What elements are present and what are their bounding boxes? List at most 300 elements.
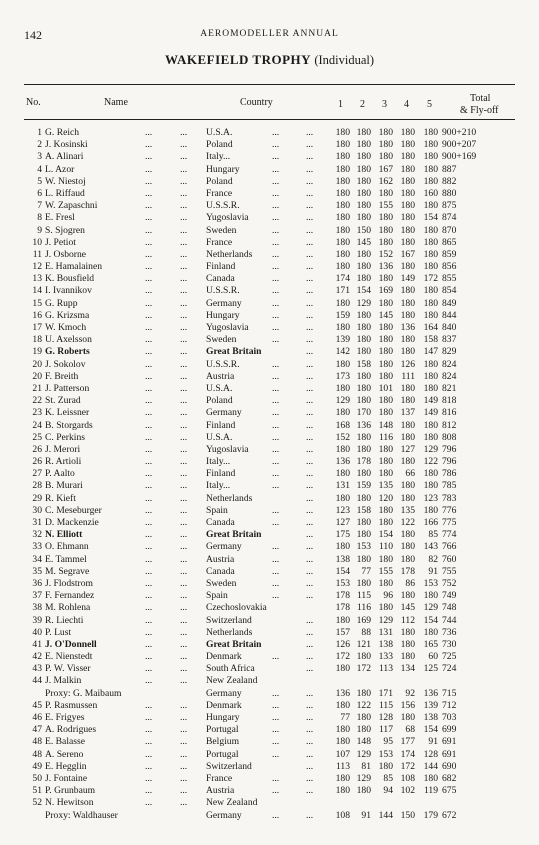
round-5-score: 180	[423, 358, 438, 370]
leader-dots: ...	[145, 309, 153, 321]
competitor-name: St. Zurad	[45, 395, 81, 407]
leader-dots: ...	[180, 127, 188, 138]
competitor-name: Proxy: Waldhauser	[45, 809, 118, 821]
competitor-name: K. Bousfield	[45, 273, 95, 285]
round-1-score: 77	[340, 712, 350, 723]
competitor-name: L. Riffaud	[45, 187, 85, 199]
round-3-score: 129	[378, 614, 393, 626]
table-row	[0, 176, 539, 188]
leader-dots: ...	[306, 200, 314, 212]
leader-dots: ...	[272, 419, 280, 431]
leader-dots: ...	[306, 724, 314, 736]
round-3-score: 144	[378, 809, 393, 821]
leader-dots: ...	[145, 151, 153, 163]
table-header-rule	[24, 119, 515, 120]
table-row	[0, 139, 539, 151]
table-row	[0, 627, 539, 639]
col-round-1: 1	[338, 99, 343, 110]
round-3-score: 180	[378, 468, 393, 480]
col-round-5: 5	[427, 99, 432, 110]
table-top-rule	[24, 84, 515, 85]
table-row	[0, 517, 539, 529]
total-score: 865	[442, 236, 457, 248]
leader-dots: ...	[306, 468, 314, 480]
round-5-score: 180	[423, 248, 438, 260]
leader-dots: ...	[145, 577, 153, 589]
table-row	[0, 566, 539, 578]
round-2-score: 180	[356, 382, 371, 394]
total-score: 818	[442, 395, 457, 407]
round-2-score: 154	[356, 285, 371, 297]
leader-dots: ...	[145, 638, 153, 650]
round-1-score: 157	[335, 626, 350, 638]
round-1-score: 180	[335, 785, 350, 797]
country-name: Finland	[206, 419, 236, 431]
leader-dots: ...	[180, 565, 188, 577]
leader-dots: ...	[306, 456, 314, 468]
competitor-name: F. Fernandez	[45, 590, 95, 602]
round-4-score: 180	[400, 151, 415, 163]
round-5-score: 149	[423, 407, 438, 419]
round-1-score: 180	[335, 139, 350, 151]
round-5-score: 154	[423, 614, 438, 626]
round-4-score: 180	[400, 212, 415, 224]
leader-dots: ...	[272, 468, 280, 480]
round-5-score: 180	[423, 480, 438, 492]
round-1-score: 153	[335, 577, 350, 589]
round-2-score: 115	[356, 590, 371, 602]
leader-dots: ...	[145, 127, 153, 138]
entry-number: 45	[32, 699, 42, 711]
round-2-score: 180	[356, 395, 371, 407]
competitor-name: F. Breith	[45, 370, 79, 382]
leader-dots: ...	[272, 382, 280, 394]
table-row	[0, 237, 539, 249]
round-3-score: 180	[378, 553, 393, 565]
col-total: Total	[470, 93, 491, 104]
round-5-score: 180	[423, 590, 438, 602]
round-3-score: 117	[378, 724, 393, 736]
col-no: No.	[26, 97, 41, 108]
round-4-score: 126	[400, 358, 415, 370]
round-2-score: 180	[356, 175, 371, 187]
round-3-score: 120	[378, 492, 393, 504]
leader-dots: ...	[180, 614, 188, 626]
leader-dots: ...	[272, 395, 280, 407]
leader-dots: ...	[180, 297, 188, 309]
round-5-score: 165	[423, 638, 438, 650]
entry-number: 52	[32, 797, 42, 809]
leader-dots: ...	[306, 480, 314, 492]
table-row	[0, 590, 539, 602]
table-row	[0, 505, 539, 517]
country-name: Poland	[206, 395, 233, 407]
country-name: U.S.A.	[206, 382, 233, 394]
round-2-score: 180	[356, 712, 371, 723]
round-4-score: 167	[400, 248, 415, 260]
round-3-score: 148	[378, 419, 393, 431]
leader-dots: ...	[180, 553, 188, 565]
round-1-score: 129	[335, 395, 350, 407]
round-5-score: 180	[423, 309, 438, 321]
leader-dots: ...	[272, 785, 280, 797]
entry-number: 31	[32, 517, 42, 528]
leader-dots: ...	[306, 517, 314, 528]
table-row	[0, 127, 539, 139]
round-4-score: 180	[400, 175, 415, 187]
leader-dots: ...	[272, 577, 280, 589]
total-score: 824	[442, 370, 457, 382]
total-score: 760	[442, 553, 457, 565]
entry-number: 3	[37, 151, 42, 163]
leader-dots: ...	[306, 151, 314, 163]
leader-dots: ...	[145, 297, 153, 309]
leader-dots: ...	[180, 334, 188, 346]
round-1-score: 139	[335, 334, 350, 346]
leader-dots: ...	[180, 248, 188, 260]
leader-dots: ...	[145, 517, 153, 528]
table-row	[0, 249, 539, 261]
total-score: 859	[442, 248, 457, 260]
total-score: 856	[442, 261, 457, 273]
leader-dots: ...	[180, 285, 188, 297]
competitor-name: R. Liechti	[45, 614, 84, 626]
round-5-score: 180	[423, 504, 438, 516]
table-row	[0, 541, 539, 553]
leader-dots: ...	[272, 273, 280, 285]
round-1-score: 180	[335, 236, 350, 248]
round-5-score: 160	[423, 187, 438, 199]
leader-dots: ...	[145, 797, 153, 809]
competitor-name: A. Alinari	[45, 151, 84, 163]
round-5-score: 180	[423, 261, 438, 273]
round-5-score: 143	[423, 541, 438, 553]
round-1-score: 152	[335, 431, 350, 443]
round-1-score: 123	[335, 504, 350, 516]
leader-dots: ...	[272, 236, 280, 248]
round-1-score: 180	[335, 261, 350, 273]
country-name: Denmark	[206, 651, 242, 663]
leader-dots: ...	[180, 322, 188, 333]
entry-number: 26	[32, 456, 42, 468]
round-5-score: 119	[423, 785, 438, 797]
entry-number: 10	[32, 236, 42, 248]
round-5-score: 180	[423, 370, 438, 382]
leader-dots: ...	[180, 590, 188, 602]
country-name: Italy...	[206, 456, 231, 468]
country-name: Great Britain	[206, 346, 262, 358]
round-4-score: 180	[400, 139, 415, 151]
country-name: U.S.S.R.	[206, 358, 240, 370]
total-score: 880	[442, 187, 457, 199]
table-row	[0, 151, 539, 163]
leader-dots: ...	[306, 395, 314, 407]
round-5-score: 180	[423, 175, 438, 187]
leader-dots: ...	[180, 370, 188, 382]
total-score: 724	[442, 663, 457, 675]
round-3-score: 180	[378, 577, 393, 589]
total-score: 812	[442, 419, 457, 431]
round-2-score: 180	[356, 346, 371, 358]
leader-dots: ...	[145, 224, 153, 236]
leader-dots: ...	[306, 261, 314, 273]
round-3-score: 85	[383, 772, 393, 784]
leader-dots: ...	[180, 529, 188, 541]
leader-dots: ...	[180, 517, 188, 528]
country-name: U.S.A.	[206, 127, 233, 138]
round-5-score: 180	[423, 200, 438, 212]
total-score: 796	[442, 443, 457, 455]
round-1-score: 138	[335, 553, 350, 565]
round-5-score: 129	[423, 443, 438, 455]
leader-dots: ...	[306, 358, 314, 370]
country-name: Canada	[206, 565, 235, 577]
round-1-score: 180	[335, 322, 350, 333]
table-row	[0, 273, 539, 285]
competitor-name: J. Malkin	[45, 675, 82, 687]
round-4-score: 145	[400, 602, 415, 614]
round-4-score: 177	[400, 736, 415, 748]
round-4-score: 150	[400, 809, 415, 821]
round-2-score: 145	[356, 236, 371, 248]
leader-dots: ...	[180, 577, 188, 589]
round-4-score: 180	[400, 553, 415, 565]
leader-dots: ...	[272, 748, 280, 760]
competitor-name: R. Artioli	[45, 456, 82, 468]
leader-dots: ...	[306, 419, 314, 431]
leader-dots: ...	[272, 809, 280, 821]
leader-dots: ...	[272, 712, 280, 723]
round-3-score: 152	[378, 248, 393, 260]
leader-dots: ...	[145, 334, 153, 346]
title-main: WAKEFIELD TROPHY	[164, 52, 311, 67]
round-1-score: 180	[335, 127, 350, 138]
round-5-score: 180	[423, 163, 438, 175]
table-row	[0, 225, 539, 237]
leader-dots: ...	[145, 407, 153, 419]
entry-number: 48	[32, 736, 42, 748]
round-1-score: 180	[335, 663, 350, 675]
competitor-name: G. Rupp	[45, 297, 78, 309]
col-flyoff: & Fly-off	[460, 105, 499, 116]
round-4-score: 180	[400, 382, 415, 394]
table-row	[0, 712, 539, 724]
entry-number: 33	[32, 541, 42, 553]
leader-dots: ...	[145, 163, 153, 175]
round-2-score: 180	[356, 127, 371, 138]
table-row	[0, 334, 539, 346]
leader-dots: ...	[180, 163, 188, 175]
table-row	[0, 724, 539, 736]
competitor-name: P. Aalto	[45, 468, 75, 480]
country-name: Hungary	[206, 163, 240, 175]
table-row	[0, 651, 539, 663]
country-name: Poland	[206, 139, 233, 151]
country-name: Austria	[206, 785, 235, 797]
leader-dots: ...	[272, 151, 280, 163]
table-row	[0, 810, 539, 822]
competitor-name: S. Sjogren	[45, 224, 85, 236]
leader-dots: ...	[180, 760, 188, 772]
round-3-score: 116	[378, 431, 393, 443]
table-row	[0, 298, 539, 310]
country-name: Austria	[206, 370, 235, 382]
round-5-score: 180	[423, 772, 438, 784]
round-5-score: 138	[423, 712, 438, 723]
leader-dots: ...	[145, 504, 153, 516]
leader-dots: ...	[272, 187, 280, 199]
competitor-name: L. Azor	[45, 163, 75, 175]
round-4-score: 66	[405, 468, 415, 480]
round-3-score: 95	[383, 736, 393, 748]
leader-dots: ...	[145, 785, 153, 797]
leader-dots: ...	[272, 772, 280, 784]
leader-dots: ...	[272, 358, 280, 370]
leader-dots: ...	[306, 626, 314, 638]
table-row	[0, 797, 539, 809]
leader-dots: ...	[272, 480, 280, 492]
round-4-score: 180	[400, 236, 415, 248]
country-name: Switzerland	[206, 614, 252, 626]
table-row	[0, 395, 539, 407]
leader-dots: ...	[145, 261, 153, 273]
round-4-score: 86	[405, 577, 415, 589]
page-number: 142	[24, 28, 42, 42]
round-4-score: 180	[400, 309, 415, 321]
total-score: 675	[442, 785, 457, 797]
entry-number: 20	[32, 370, 42, 382]
round-3-score: 155	[378, 200, 393, 212]
round-3-score: 180	[378, 334, 393, 346]
round-3-score: 180	[378, 224, 393, 236]
leader-dots: ...	[180, 602, 188, 614]
total-score: 808	[442, 431, 457, 443]
round-5-score: 179	[423, 809, 438, 821]
leader-dots: ...	[180, 261, 188, 273]
leader-dots: ...	[180, 699, 188, 711]
table-row	[0, 615, 539, 627]
leader-dots: ...	[306, 663, 314, 675]
leader-dots: ...	[145, 468, 153, 480]
leader-dots: ...	[272, 200, 280, 212]
competitor-name: K. Leissner	[45, 407, 90, 419]
col-round-3: 3	[382, 99, 387, 110]
round-3-score: 180	[378, 443, 393, 455]
round-3-score: 138	[378, 638, 393, 650]
entry-number: 13	[32, 273, 42, 285]
round-3-score: 155	[378, 565, 393, 577]
country-name: Yugoslavia	[206, 322, 249, 333]
entry-number: 38	[32, 602, 42, 614]
round-3-score: 180	[378, 395, 393, 407]
round-2-score: 180	[356, 431, 371, 443]
round-4-score: 180	[400, 127, 415, 138]
country-name: New Zealand	[206, 675, 258, 687]
competitor-name: E. Nienstedt	[45, 651, 93, 663]
leader-dots: ...	[306, 431, 314, 443]
entry-number: 43	[32, 663, 42, 675]
round-1-score: 180	[335, 163, 350, 175]
leader-dots: ...	[272, 687, 280, 699]
leader-dots: ...	[180, 772, 188, 784]
leader-dots: ...	[145, 736, 153, 748]
country-name: Finland	[206, 261, 236, 273]
round-3-score: 136	[378, 261, 393, 273]
round-1-score: 107	[335, 748, 350, 760]
results-table	[0, 127, 539, 822]
leader-dots: ...	[145, 663, 153, 675]
leader-dots: ...	[306, 748, 314, 760]
title-sub: (Individual)	[314, 53, 375, 67]
total-score: 744	[442, 614, 457, 626]
round-3-score: 180	[378, 407, 393, 419]
leader-dots: ...	[180, 175, 188, 187]
total-score: 730	[442, 638, 457, 650]
round-2-score: 180	[356, 443, 371, 455]
competitor-name: Proxy: G. Maibaum	[45, 687, 122, 699]
competitor-name: G. Roberts	[45, 346, 90, 358]
country-name: Switzerland	[206, 760, 252, 772]
round-3-score: 180	[378, 358, 393, 370]
round-3-score: 180	[378, 517, 393, 528]
round-1-score: 172	[335, 651, 350, 663]
table-row	[0, 420, 539, 432]
round-1-score: 180	[335, 468, 350, 480]
country-name: France	[206, 187, 233, 199]
round-1-score: 180	[335, 492, 350, 504]
competitor-name: U. Axelsson	[45, 334, 92, 346]
competitor-name: E. Tammel	[45, 553, 87, 565]
country-name: Germany	[206, 541, 242, 553]
entry-number: 42	[32, 651, 42, 663]
table-title	[0, 52, 539, 68]
round-1-score: 127	[335, 517, 350, 528]
round-3-score: 180	[378, 151, 393, 163]
leader-dots: ...	[180, 541, 188, 553]
country-name: U.S.S.R.	[206, 200, 240, 212]
round-4-score: 180	[400, 651, 415, 663]
round-2-score: 180	[356, 492, 371, 504]
leader-dots: ...	[306, 565, 314, 577]
round-1-score: 180	[335, 443, 350, 455]
round-3-score: 180	[378, 346, 393, 358]
round-5-score: 180	[423, 431, 438, 443]
round-3-score: 128	[378, 712, 393, 723]
round-1-score: 180	[335, 187, 350, 199]
round-3-score: 133	[378, 651, 393, 663]
competitor-name: D. Mackenzie	[45, 517, 99, 528]
leader-dots: ...	[306, 590, 314, 602]
total-score: 882	[442, 175, 457, 187]
country-name: Canada	[206, 517, 235, 528]
entry-number: 16	[32, 309, 42, 321]
round-3-score: 131	[378, 626, 393, 638]
round-3-score: 110	[378, 541, 393, 553]
competitor-name: E. Hegglin	[45, 760, 87, 772]
round-2-score: 180	[356, 651, 371, 663]
country-name: Czechoslovakia	[206, 602, 267, 614]
round-3-score: 162	[378, 175, 393, 187]
round-3-score: 115	[378, 699, 393, 711]
round-3-score: 180	[378, 127, 393, 138]
round-5-score: 158	[423, 334, 438, 346]
round-3-score: 180	[378, 456, 393, 468]
leader-dots: ...	[272, 590, 280, 602]
round-4-score: 180	[400, 456, 415, 468]
leader-dots: ...	[145, 724, 153, 736]
table-row	[0, 188, 539, 200]
total-score: 824	[442, 358, 457, 370]
